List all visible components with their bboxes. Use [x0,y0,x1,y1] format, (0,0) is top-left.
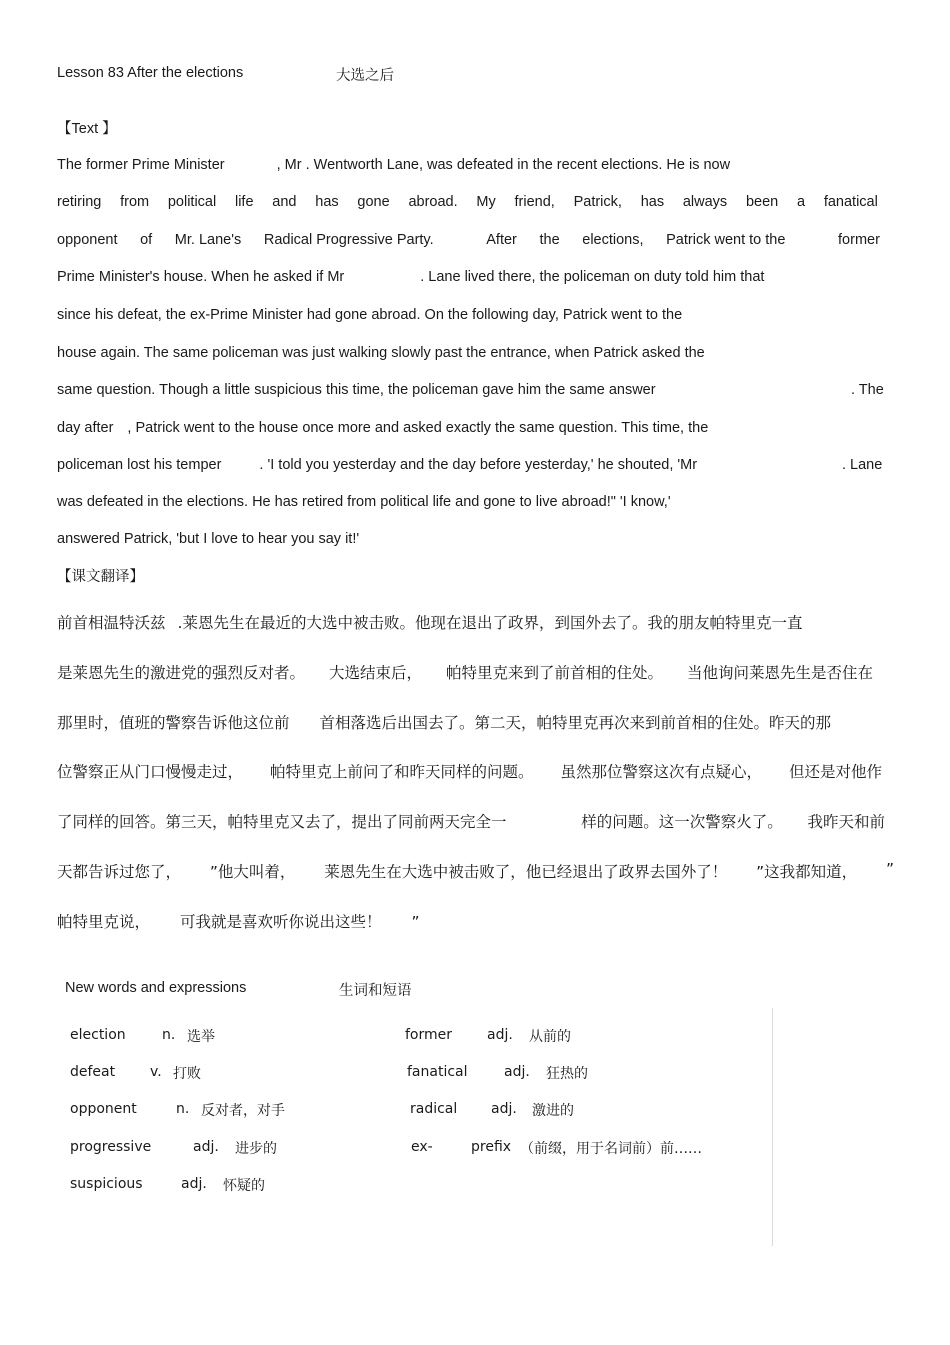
lesson-title-en: Lesson 83 After the elections [57,65,244,81]
vocab-word: ex- [411,1139,433,1155]
vocab-pos: adj. [181,1176,207,1192]
translation-line: 位警察正从门口慢慢走过， 帕特里克上前问了和昨天同样的问题。 虽然那位警察这次有点疑心， 但还是对他作 [57,763,882,781]
vocab-meaning: 从前的 [529,1029,571,1045]
vocab-pos: v. [150,1064,162,1080]
text-line: was defeated in the elections. He has retired from political life and gone to live abroad!" 'I know,' [57,494,671,510]
vocab-word: opponent [70,1101,137,1117]
vocab-pos: adj. [504,1064,530,1080]
vocab-meaning: 选举 [187,1029,215,1045]
vocab-word: defeat [70,1064,116,1080]
text-line: same question. Though a little suspicious this time, the policeman gave him the same answer [57,382,656,398]
vocab-word: progressive [70,1139,152,1155]
vocab-word: former [405,1027,453,1043]
text-line: The former Prime Minister , Mr . Wentworth Lane, was defeated in the recent elections. He is now [57,157,731,173]
vocab-heading-en: New words and expressions [65,980,247,996]
translation-line: 帕特里克说， 可我就是喜欢听你说出这些！ ” [57,913,420,931]
text-line: house again. The same policeman was just walking slowly past the entrance, when Patrick asked the [57,345,705,361]
vocab-heading-zh: 生词和短语 [339,983,412,999]
translation-line: 前首相温特沃兹 .莱恩先生在最近的大选中被击败。他现在退出了政界，到国外去了。我的朋友帕特里克一直 [57,614,803,632]
vocab-pos: adj. [487,1027,513,1043]
text-line: retiring from political life and has gone abroad. My friend, Patrick, has always been a fanatical [57,194,878,210]
text-line: day after , Patrick went to the house once more and asked exactly the same question. This time, the [57,420,709,436]
translation-heading: 【课文翻译】 [57,569,144,585]
table-border-line [772,1008,773,1246]
vocab-meaning: （前缀，用于名词前）前…… [520,1141,702,1157]
vocab-pos: prefix [471,1139,512,1155]
vocab-word: suspicious [70,1176,143,1192]
vocab-meaning: 狂热的 [546,1066,588,1082]
vocab-word: election [70,1027,126,1043]
text-line-end: . The [851,382,884,398]
vocab-pos: n. [162,1027,176,1043]
vocab-pos: n. [176,1101,190,1117]
translation-line: 那里时，值班的警察告诉他这位前 首相落选后出国去了。第二天，帕特里克再次来到前首相的住处。昨天的那 [57,714,832,732]
text-line: answered Patrick, 'but I love to hear you say it!' [57,531,360,547]
vocab-pos: adj. [193,1139,219,1155]
text-line: opponent of Mr. Lane's Radical Progressive Party. After the elections, Patrick went to the former [57,232,880,248]
text-line: policeman lost his temper . 'I told you yesterday and the day before yesterday,' he shouted, 'Mr [57,457,698,473]
vocab-meaning: 打败 [173,1066,201,1082]
text-line: Prime Minister's house. When he asked if Mr . Lane lived there, the policeman on duty told him that [57,269,765,285]
lesson-title-zh: 大选之后 [336,68,394,84]
vocab-word: radical [410,1101,458,1117]
translation-line: 天都告诉过您了， ”他大叫着， 莱恩先生在大选中被击败了，他已经退出了政界去国外了！ ”这我都知道， ” [57,860,894,881]
vocab-meaning: 激进的 [532,1103,574,1119]
vocab-meaning: 怀疑的 [223,1178,265,1194]
text-line: since his defeat, the ex-Prime Minister had gone abroad. On the following day, Patrick went to the [57,307,683,323]
vocab-pos: adj. [491,1101,517,1117]
vocab-word: fanatical [407,1064,468,1080]
text-line-end: . Lane [842,457,883,473]
translation-line: 了同样的回答。第三天，帕特里克又去了，提出了同前两天完全一 样的问题。这一次警察火了。 我昨天和前 [57,813,885,831]
translation-line: 是莱恩先生的激进党的强烈反对者。 大选结束后， 帕特里克来到了前首相的住处。 当他询问莱恩先生是否住在 [57,664,873,682]
vocab-meaning: 反对者，对手 [201,1103,285,1119]
vocab-meaning: 进步的 [235,1141,277,1157]
text-heading: 【Text 】 [57,121,117,137]
lesson-title [57,65,243,81]
